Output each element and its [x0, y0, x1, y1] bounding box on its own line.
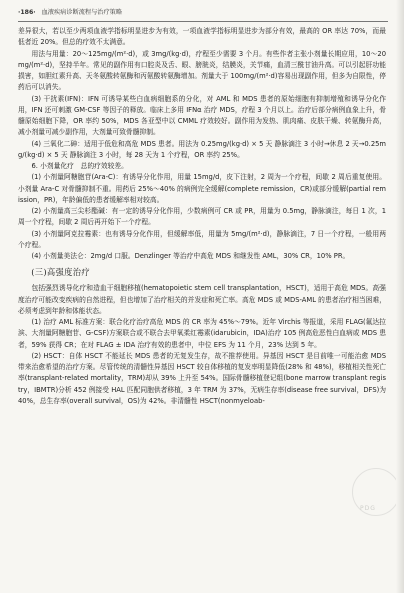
- paragraph: (3) 干扰素(IFN)：IFN 可诱导某些白血病细胞系的分化，对 AML 和 MDS 患者的原始细胞有抑制增殖和诱导分化作用，IFN 还可刺激 GM-CSF 等因子的释放。临床上多用 IFNα 治疗 MDS，疗程 3 个月以上。治疗后部分病例血象上升，骨髓原始细胞下降，OR 率约 50%，MDS 各亚型中以 CMML 疗效较好。副作用为发热、肌肉痛、皮肤干燥、转氨酶升高，减小剂量可减少副作用，大剂量可致骨髓抑制。: [18, 94, 386, 137]
- body-text: [18, 26, 386, 407]
- paragraph: (2) 小剂量高三尖杉酯碱：有一定的诱导分化作用，少数病例可 CR 或 PR，用量为 0.5mg，静脉滴注，每日 1 次，1 周一个疗程，间歇 2 周后再开始下一个疗程。: [18, 207, 386, 227]
- paragraph: 差异很大，若以至少两项血液学指标明显进步为有效，一项血液学指标明显进步为部分有效，最高的 OR 率达 70%，而最低者近 20%。但总的疗效不太满意。: [18, 27, 386, 47]
- section-heading: (三)高强度治疗: [31, 267, 90, 278]
- paragraph: 6. 小剂量化疗 总的疗效较差。: [31, 162, 128, 170]
- paragraph: (2) HSCT：自体 HSCT 不能延长 MDS 患者的无复发生存，故不推荐使用。异基因 HSCT 是目前唯一可能治愈 MDS 带来治愈希望的治疗方案。尽管传统的清髓性异基因 HSCT 较自体移植的复发率明显降低(28% 和 48%)，移植相关性死亡率(transplant-related mortality，TRM)却从 39% 上升至 54%。国际骨髓移植登记组(bone marrow transplant registry，IBMTR)分析 452 例接受 HAL 匹配同胞供者移植，3 年 TRM 为 37%，无病生存率(disease free survival，DFS)为 40%，总生存率(overall survival，OS)为 42%。非清髓性 HSCT(nonmyeloab-: [18, 351, 386, 405]
- watermark-text: PDG: [360, 505, 376, 512]
- page-number: ·186·: [18, 9, 36, 16]
- paragraph: 包括强烈诱导化疗和造血干细胞移植(hematopoietic stem cell transplantation，HSCT)，适用于高危 MDS。高强度治疗可能改变疾病的自然进程，但也增加了治疗相关的并发症和死亡率。高危 MDS 或 MDS-AML 的患者治疗相当困难，必须考虑到年龄和体能状态。: [18, 284, 386, 315]
- paragraph: (4) 小剂量美法仑：2mg/d 口服。Denzlinger 等治疗中高危 MDS 和继发性 AML，30% CR，10% PR。: [31, 252, 350, 260]
- running-title: 血液疾病诊断流程与治疗策略: [41, 9, 123, 16]
- running-header: [18, 5, 388, 22]
- paragraph: (3) 小剂量阿克拉霉素：也有诱导分化作用，但缓解率低，用量为 5mg/(m²·d)，静脉滴注，7 日一个疗程，一般用两个疗程。: [18, 229, 386, 249]
- paragraph: (4) 三氧化二砷：适用于低危和高危 MDS 患者。用法为 0.25mg/(kg·d) × 5 天 静脉滴注 3 小时→休息 2 天→0.25mg/(kg·d) × 5 天 静脉滴注 3 小时，每 28 天为 1 个疗程，OR 率约 25%。: [18, 139, 386, 159]
- page-spine-shadow: [396, 0, 404, 593]
- paragraph: (1) 小剂量阿糖胞苷(Ara-C)：有诱导分化作用，用量 15mg/d，皮下注射，2 周为一个疗程，间歇 2 周后重复使用。小剂量 Ara-C 对骨髓抑制不重。用药后 25%～40% 的病例完全缓解(complete remission，CR)或部分缓解(partial remission，PR)，年龄偏低的患者缓解率相对较高。: [18, 173, 386, 204]
- paragraph: 用法与用量：20～125mg/(m²·d)，或 3mg/(kg·d)，疗程至少需要 3 个月。有些作者主张小剂量长期应用，10～20mg/(m²·d)，坚持半年。常见的副作用有口腔炎及舌、眼、膀胱炎，结膜炎，关节痛，血清三酰甘油升高。可以引起肝功能损害，如胆红素升高、天冬氨酸转氨酶和丙氨酸转氨酶增加。剂量大于 100mg/(m²·d)容易出现副作用，但多为自限性，停药后可以消失。: [18, 49, 386, 92]
- paragraph: (1) 治疗 AML 标准方案：联合化疗治疗高危 MDS 的 CR 率为 45%～79%。近年 Virchis 等报道，采用 FLAG(氟达拉滨、大剂量阿糖胞苷、G-CSF)方案联合或不联合去甲氧柔红霉素(idarubicin，IDA)治疗 105 例高危恶性白血病或 MDS 患者，59% 获得 CR；在对 FLAG ± IDA 治疗有效的患者中，中位 EFS 为 11 个月，23% 达到 5 年。: [18, 318, 386, 349]
